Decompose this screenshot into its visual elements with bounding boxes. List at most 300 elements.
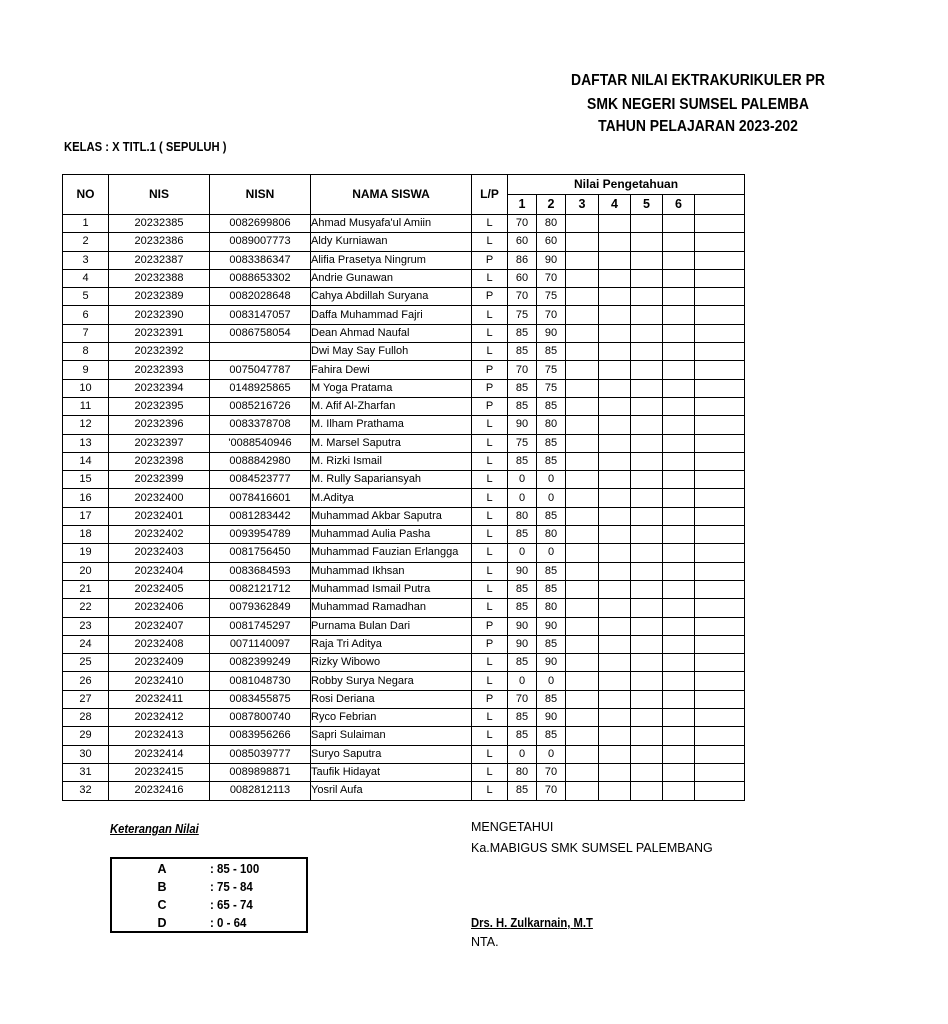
row-nilai-3 (566, 562, 599, 580)
row-nilai-1: 80 (508, 763, 537, 781)
table-row (63, 672, 745, 690)
row-no: 18 (63, 526, 109, 544)
row-nilai-3 (566, 361, 599, 379)
row-nis: 20232416 (109, 782, 210, 800)
row-nilai-3 (566, 233, 599, 251)
row-nilai-5 (631, 526, 663, 544)
signer-name: Drs. H. Zulkarnain, M.T (471, 916, 593, 930)
row-nilai-5 (631, 379, 663, 397)
table-row (63, 269, 745, 287)
row-nilai-6 (663, 709, 695, 727)
row-nilai-5 (631, 782, 663, 800)
row-nilai-4 (599, 580, 631, 598)
row-lp: L (472, 562, 508, 580)
row-nilai-4 (599, 672, 631, 690)
row-nama: Yosril Aufa (311, 782, 472, 800)
row-nilai-6 (663, 562, 695, 580)
row-nilai-3 (566, 288, 599, 306)
row-nis: 20232402 (109, 526, 210, 544)
table-row (63, 379, 745, 397)
row-nilai-5 (631, 288, 663, 306)
row-nilai-1: 90 (508, 562, 537, 580)
row-nilai-1: 85 (508, 580, 537, 598)
row-lp: L (472, 269, 508, 287)
row-nisn: 0086758054 (210, 324, 311, 342)
row-nilai-6 (663, 727, 695, 745)
row-nilai-1: 90 (508, 635, 537, 653)
row-nilai-7 (695, 672, 745, 690)
row-nama: Ahmad Musyafa'ul Amiin (311, 215, 472, 233)
row-nama: Taufik Hidayat (311, 763, 472, 781)
row-nisn: 0083378708 (210, 416, 311, 434)
row-nilai-6 (663, 654, 695, 672)
col-lp: L/P (472, 175, 508, 215)
row-nisn: 0088842980 (210, 452, 311, 470)
row-nilai-7 (695, 544, 745, 562)
row-nama: Daffa Muhammad Fajri (311, 306, 472, 324)
table-row (63, 288, 745, 306)
row-nilai-1: 60 (508, 269, 537, 287)
row-no: 27 (63, 690, 109, 708)
row-nilai-4 (599, 233, 631, 251)
col-nama-siswa: NAMA SISWA (311, 175, 472, 215)
row-no: 28 (63, 709, 109, 727)
row-nilai-5 (631, 215, 663, 233)
row-nilai-3 (566, 269, 599, 287)
grade-legend-box (110, 857, 308, 933)
row-nilai-2: 75 (537, 379, 566, 397)
row-nilai-6 (663, 361, 695, 379)
row-nilai-1: 85 (508, 324, 537, 342)
row-lp: L (472, 233, 508, 251)
table-row (63, 471, 745, 489)
row-nilai-5 (631, 727, 663, 745)
row-nama: Cahya Abdillah Suryana (311, 288, 472, 306)
row-nilai-3 (566, 471, 599, 489)
legend-range: : 85 - 100 (210, 862, 260, 876)
row-nilai-3 (566, 544, 599, 562)
row-nilai-6 (663, 782, 695, 800)
row-nilai-1: 85 (508, 343, 537, 361)
row-nilai-7 (695, 690, 745, 708)
row-nilai-4 (599, 306, 631, 324)
row-nilai-2: 80 (537, 215, 566, 233)
row-nilai-6 (663, 324, 695, 342)
row-nis: 20232415 (109, 763, 210, 781)
row-nis: 20232405 (109, 580, 210, 598)
row-nilai-1: 0 (508, 489, 537, 507)
row-lp: P (472, 635, 508, 653)
row-nilai-1: 86 (508, 251, 537, 269)
row-nama: Fahira Dewi (311, 361, 472, 379)
row-nis: 20232407 (109, 617, 210, 635)
row-nilai-2: 85 (537, 507, 566, 525)
row-nilai-4 (599, 544, 631, 562)
row-nilai-3 (566, 782, 599, 800)
row-nilai-6 (663, 379, 695, 397)
student-rows (63, 215, 745, 801)
legend-range: : 65 - 74 (210, 898, 253, 912)
row-nilai-2: 85 (537, 452, 566, 470)
row-nilai-2: 70 (537, 306, 566, 324)
row-nilai-6 (663, 617, 695, 635)
row-nis: 20232392 (109, 343, 210, 361)
row-nilai-3 (566, 690, 599, 708)
row-nis: 20232390 (109, 306, 210, 324)
row-nis: 20232404 (109, 562, 210, 580)
row-no: 25 (63, 654, 109, 672)
keterangan-title: Keterangan Nilai (110, 822, 199, 836)
row-lp: L (472, 672, 508, 690)
row-nilai-2: 70 (537, 782, 566, 800)
row-nis: 20232408 (109, 635, 210, 653)
row-nis: 20232409 (109, 654, 210, 672)
row-nilai-6 (663, 599, 695, 617)
col-nilai-pengetahuan: Nilai Pengetahuan (508, 175, 745, 195)
row-nis: 20232396 (109, 416, 210, 434)
row-nisn: 0083386347 (210, 251, 311, 269)
row-nama: Muhammad Fauzian Erlangga (311, 544, 472, 562)
row-nilai-5 (631, 471, 663, 489)
row-nilai-6 (663, 507, 695, 525)
row-nis: 20232406 (109, 599, 210, 617)
row-nilai-1: 85 (508, 782, 537, 800)
row-nis: 20232397 (109, 434, 210, 452)
table-row (63, 654, 745, 672)
col-nilai-4: 4 (599, 195, 631, 215)
row-nilai-5 (631, 306, 663, 324)
row-nisn: 0071140097 (210, 635, 311, 653)
row-nilai-5 (631, 745, 663, 763)
row-nilai-5 (631, 269, 663, 287)
mengetahui-label: MENGETAHUI (471, 820, 554, 834)
legend-grade: A (157, 862, 167, 876)
legend-grade: C (157, 898, 167, 912)
table-row (63, 782, 745, 800)
row-nilai-3 (566, 654, 599, 672)
row-nilai-7 (695, 379, 745, 397)
row-nilai-4 (599, 471, 631, 489)
table-row (63, 709, 745, 727)
col-nilai-6: 6 (663, 195, 695, 215)
row-nilai-3 (566, 416, 599, 434)
row-nisn: 0093954789 (210, 526, 311, 544)
row-nilai-7 (695, 397, 745, 415)
row-nilai-3 (566, 434, 599, 452)
row-nilai-4 (599, 269, 631, 287)
table-row (63, 251, 745, 269)
row-nilai-6 (663, 416, 695, 434)
row-nisn: 0081283442 (210, 507, 311, 525)
row-nilai-6 (663, 452, 695, 470)
row-nisn: 0148925865 (210, 379, 311, 397)
row-nilai-1: 0 (508, 672, 537, 690)
table-row (63, 215, 745, 233)
row-no: 5 (63, 288, 109, 306)
row-nilai-3 (566, 379, 599, 397)
row-nilai-3 (566, 617, 599, 635)
row-no: 9 (63, 361, 109, 379)
col-nisn: NISN (210, 175, 311, 215)
row-nilai-4 (599, 763, 631, 781)
row-nama: M. Marsel Saputra (311, 434, 472, 452)
row-nilai-5 (631, 709, 663, 727)
table-row (63, 635, 745, 653)
row-nilai-3 (566, 306, 599, 324)
row-nilai-7 (695, 745, 745, 763)
row-nama: M Yoga Pratama (311, 379, 472, 397)
row-nilai-7 (695, 233, 745, 251)
row-nilai-7 (695, 434, 745, 452)
row-nilai-3 (566, 215, 599, 233)
row-nilai-5 (631, 562, 663, 580)
table-row (63, 233, 745, 251)
row-nilai-7 (695, 617, 745, 635)
row-nilai-5 (631, 599, 663, 617)
row-nilai-5 (631, 361, 663, 379)
row-nilai-7 (695, 782, 745, 800)
row-nilai-2: 90 (537, 654, 566, 672)
row-lp: L (472, 324, 508, 342)
row-nilai-7 (695, 343, 745, 361)
row-nilai-2: 90 (537, 709, 566, 727)
row-no: 10 (63, 379, 109, 397)
row-nama: Dwi May Say Fulloh (311, 343, 472, 361)
row-nisn: 0079362849 (210, 599, 311, 617)
row-nilai-2: 60 (537, 233, 566, 251)
row-nisn: 0083684593 (210, 562, 311, 580)
row-nilai-6 (663, 471, 695, 489)
school-name: SMK NEGERI SUMSEL PALEMBA (587, 96, 809, 113)
row-nilai-7 (695, 727, 745, 745)
row-nilai-6 (663, 544, 695, 562)
legend-grade: B (157, 880, 167, 894)
row-nisn: 0083147057 (210, 306, 311, 324)
row-lp: P (472, 690, 508, 708)
row-nilai-4 (599, 434, 631, 452)
row-nilai-5 (631, 507, 663, 525)
row-no: 24 (63, 635, 109, 653)
col-nilai-5: 5 (631, 195, 663, 215)
row-lp: P (472, 379, 508, 397)
row-nilai-1: 75 (508, 306, 537, 324)
row-nis: 20232387 (109, 251, 210, 269)
row-lp: P (472, 288, 508, 306)
row-nilai-2: 85 (537, 397, 566, 415)
row-nama: M. Ilham Prathama (311, 416, 472, 434)
row-nis: 20232413 (109, 727, 210, 745)
row-nilai-5 (631, 654, 663, 672)
row-nilai-5 (631, 635, 663, 653)
row-lp: L (472, 782, 508, 800)
row-nilai-6 (663, 672, 695, 690)
row-nisn: 0082028648 (210, 288, 311, 306)
row-nilai-2: 80 (537, 526, 566, 544)
row-nis: 20232394 (109, 379, 210, 397)
row-nilai-6 (663, 288, 695, 306)
row-nilai-6 (663, 343, 695, 361)
row-nisn: '0088540946 (210, 434, 311, 452)
row-nilai-2: 90 (537, 324, 566, 342)
row-nis: 20232412 (109, 709, 210, 727)
row-nama: Ryco Febrian (311, 709, 472, 727)
row-nilai-5 (631, 324, 663, 342)
row-no: 11 (63, 397, 109, 415)
table-row (63, 306, 745, 324)
row-nilai-4 (599, 617, 631, 635)
row-nilai-6 (663, 635, 695, 653)
row-nilai-1: 70 (508, 690, 537, 708)
row-nilai-7 (695, 580, 745, 598)
row-nilai-1: 75 (508, 434, 537, 452)
row-nilai-1: 85 (508, 397, 537, 415)
row-nilai-7 (695, 709, 745, 727)
row-nilai-7 (695, 324, 745, 342)
row-nilai-2: 75 (537, 361, 566, 379)
row-nama: Alifia Prasetya Ningrum (311, 251, 472, 269)
row-nilai-2: 85 (537, 580, 566, 598)
table-row (63, 617, 745, 635)
row-lp: L (472, 489, 508, 507)
row-nisn: 0082121712 (210, 580, 311, 598)
row-nama: Robby Surya Negara (311, 672, 472, 690)
table-row (63, 361, 745, 379)
row-no: 32 (63, 782, 109, 800)
row-lp: L (472, 306, 508, 324)
row-nilai-2: 0 (537, 471, 566, 489)
row-nilai-5 (631, 434, 663, 452)
row-nilai-2: 90 (537, 617, 566, 635)
table-row (63, 416, 745, 434)
class-label: KELAS : X TITL.1 ( SEPULUH ) (64, 140, 227, 154)
row-nilai-2: 80 (537, 416, 566, 434)
row-nilai-6 (663, 306, 695, 324)
row-nisn: 0089898871 (210, 763, 311, 781)
row-no: 16 (63, 489, 109, 507)
row-nilai-4 (599, 379, 631, 397)
signer-position: Ka.MABIGUS SMK SUMSEL PALEMBANG (471, 841, 713, 855)
row-nilai-1: 85 (508, 526, 537, 544)
row-lp: L (472, 654, 508, 672)
row-nisn: 0083455875 (210, 690, 311, 708)
col-nilai-3: 3 (566, 195, 599, 215)
row-nilai-4 (599, 397, 631, 415)
row-nilai-3 (566, 251, 599, 269)
row-nama: Dean Ahmad Naufal (311, 324, 472, 342)
row-no: 1 (63, 215, 109, 233)
row-nisn: 0082399249 (210, 654, 311, 672)
row-nisn: 0089007773 (210, 233, 311, 251)
row-nilai-4 (599, 324, 631, 342)
row-nilai-4 (599, 288, 631, 306)
row-nilai-7 (695, 489, 745, 507)
row-nilai-7 (695, 654, 745, 672)
row-nilai-1: 85 (508, 709, 537, 727)
row-nama: Sapri Sulaiman (311, 727, 472, 745)
row-nilai-3 (566, 324, 599, 342)
row-nilai-3 (566, 672, 599, 690)
row-lp: L (472, 599, 508, 617)
row-nis: 20232385 (109, 215, 210, 233)
row-nilai-1: 70 (508, 361, 537, 379)
row-nama: M. Afif Al-Zharfan (311, 397, 472, 415)
row-no: 2 (63, 233, 109, 251)
signer-nta: NTA. (471, 935, 499, 949)
row-nama: Suryo Saputra (311, 745, 472, 763)
row-nilai-7 (695, 507, 745, 525)
row-nilai-4 (599, 343, 631, 361)
row-nilai-4 (599, 489, 631, 507)
row-nilai-6 (663, 434, 695, 452)
row-nilai-6 (663, 215, 695, 233)
row-no: 3 (63, 251, 109, 269)
row-nilai-1: 85 (508, 599, 537, 617)
row-nilai-5 (631, 617, 663, 635)
table-row (63, 544, 745, 562)
row-nis: 20232400 (109, 489, 210, 507)
row-no: 13 (63, 434, 109, 452)
row-nilai-3 (566, 397, 599, 415)
row-nama: M. Rizki Ismail (311, 452, 472, 470)
row-nilai-4 (599, 709, 631, 727)
row-nilai-2: 80 (537, 599, 566, 617)
row-nama: Muhammad Ismail Putra (311, 580, 472, 598)
col-nilai-1: 1 (508, 195, 537, 215)
row-nilai-4 (599, 507, 631, 525)
row-nisn: 0081048730 (210, 672, 311, 690)
row-nilai-6 (663, 269, 695, 287)
row-nilai-7 (695, 452, 745, 470)
row-nama: Aldy Kurniawan (311, 233, 472, 251)
row-nilai-7 (695, 361, 745, 379)
row-nilai-2: 85 (537, 727, 566, 745)
row-lp: L (472, 763, 508, 781)
row-nama: Muhammad Aulia Pasha (311, 526, 472, 544)
table-row (63, 763, 745, 781)
row-no: 14 (63, 452, 109, 470)
row-nilai-4 (599, 215, 631, 233)
row-no: 26 (63, 672, 109, 690)
row-lp: L (472, 727, 508, 745)
row-nilai-7 (695, 526, 745, 544)
table-row (63, 599, 745, 617)
row-nisn: 0084523777 (210, 471, 311, 489)
row-nilai-4 (599, 562, 631, 580)
row-nilai-5 (631, 672, 663, 690)
row-lp: L (472, 215, 508, 233)
row-nilai-3 (566, 709, 599, 727)
row-nilai-5 (631, 251, 663, 269)
row-nilai-2: 85 (537, 562, 566, 580)
row-nama: Rizky Wibowo (311, 654, 472, 672)
row-nilai-3 (566, 599, 599, 617)
row-no: 21 (63, 580, 109, 598)
row-nisn: 0088653302 (210, 269, 311, 287)
row-nilai-6 (663, 763, 695, 781)
row-nilai-2: 85 (537, 635, 566, 653)
row-nilai-6 (663, 489, 695, 507)
row-no: 6 (63, 306, 109, 324)
row-nilai-3 (566, 343, 599, 361)
row-nilai-4 (599, 599, 631, 617)
row-no: 30 (63, 745, 109, 763)
row-lp: L (472, 544, 508, 562)
row-nama: Muhammad Ikhsan (311, 562, 472, 580)
row-nilai-5 (631, 690, 663, 708)
table-row (63, 526, 745, 544)
row-lp: P (472, 397, 508, 415)
row-nilai-3 (566, 745, 599, 763)
